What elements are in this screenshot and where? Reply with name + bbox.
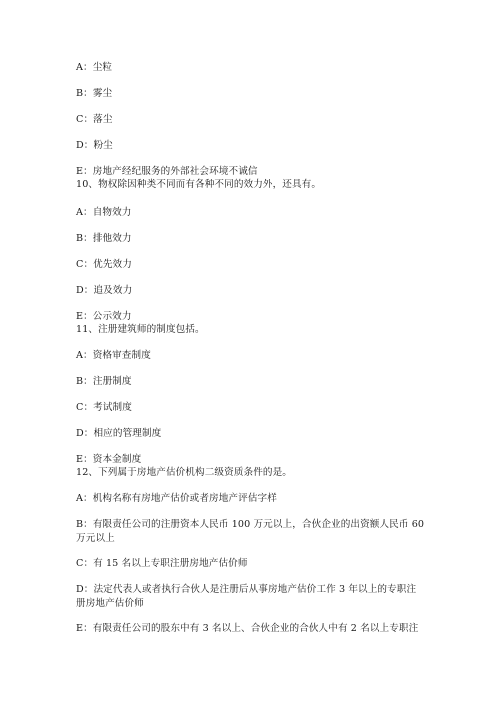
q9-option-d: D：粉尘 xyxy=(76,140,113,151)
q12-option-c: C：有 15 名以上专职注册房地产估价师 xyxy=(76,558,248,569)
q11-option-b: B：注册制度 xyxy=(76,376,132,387)
q12-option-d-line1: D：法定代表人或者执行合伙人是注册后从事房地产估价工作 3 年以上的专职注 xyxy=(76,584,417,595)
q10-option-b: B：排他效力 xyxy=(76,233,132,244)
q10-option-a: A：自物效力 xyxy=(76,207,132,218)
q12-option-a: A：机构名称有房地产估价或者房地产评估字样 xyxy=(76,493,277,504)
q9-option-c: C：落尘 xyxy=(76,114,113,125)
q12-option-b-line1: B：有限责任公司的注册资本人民币 100 万元以上，合伙企业的出资额人民币 60 xyxy=(76,519,425,530)
q12-option-b-line2: 万元以上 xyxy=(76,533,115,544)
q10-option-e: E：公示效力 xyxy=(76,311,132,322)
q11-option-d: D：相应的管理制度 xyxy=(76,428,162,439)
q10-option-d: D：追及效力 xyxy=(76,285,133,296)
q9-option-e: E：房地产经纪服务的外部社会环境不诚信 xyxy=(76,166,258,177)
q10-option-c: C：优先效力 xyxy=(76,259,132,270)
q11-option-a: A：资格审查制度 xyxy=(76,350,151,361)
q12-question: 12、下列属于房地产估价机构二级资质条件的是。 xyxy=(76,467,292,478)
q11-option-c: C：考试制度 xyxy=(76,402,132,413)
q10-question: 10、物权除因种类不同而有各种不同的效力外，还具有。 xyxy=(76,179,322,190)
q12-option-e-line1: E：有限责任公司的股东中有 3 名以上、合伙企业的合伙人中有 2 名以上专职注 xyxy=(76,623,419,634)
q11-question: 11、注册建筑师的制度包括。 xyxy=(76,324,205,335)
q12-option-d-line2: 册房地产估价师 xyxy=(76,598,144,609)
q9-option-a: A：尘粒 xyxy=(76,62,113,73)
q11-option-e: E：资本金制度 xyxy=(76,454,142,465)
q9-option-b: B：雾尘 xyxy=(76,88,113,99)
